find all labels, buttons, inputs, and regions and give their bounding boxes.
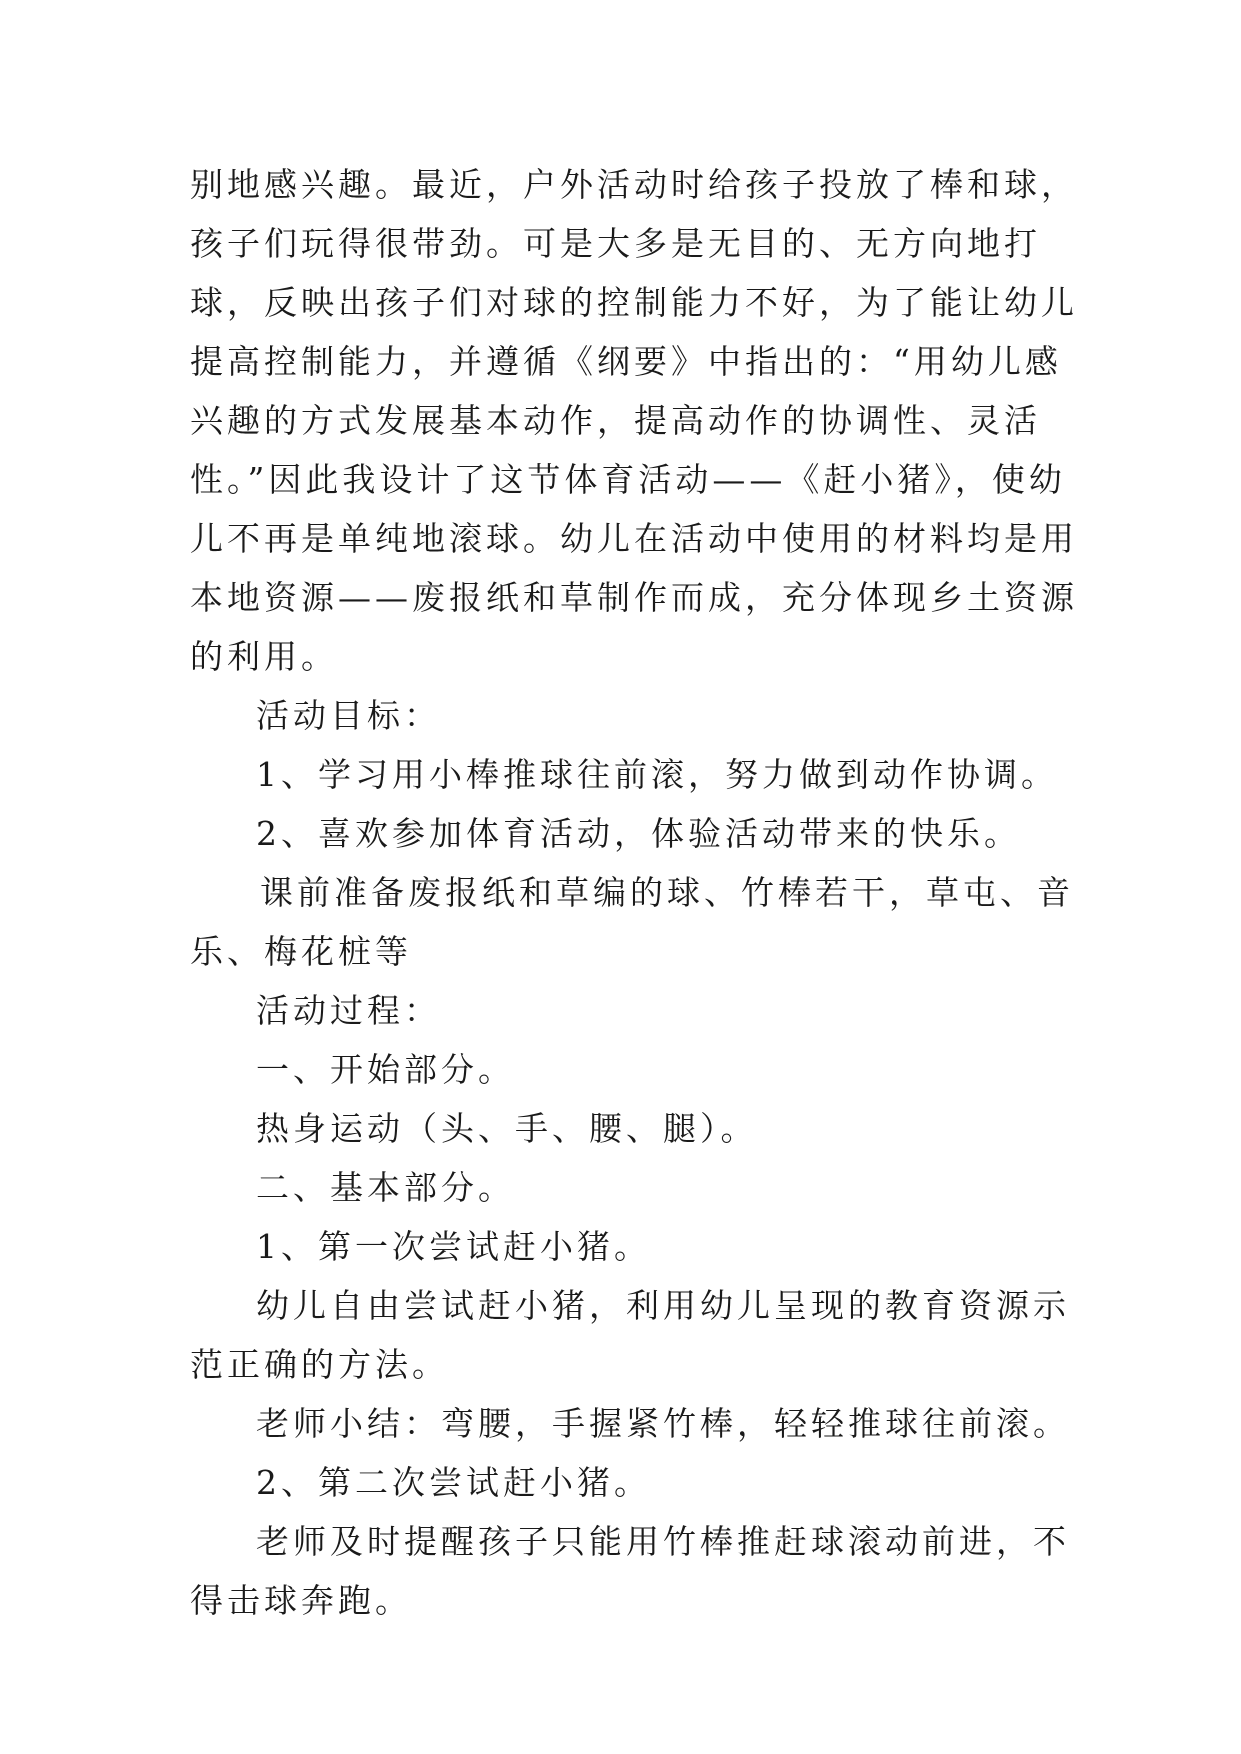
goal-item-2: 2、喜欢参加体育活动，体验活动带来的快乐。 bbox=[256, 814, 1021, 853]
heading-activity-process: 活动过程： bbox=[256, 991, 441, 1030]
document-body bbox=[190, 155, 1080, 1630]
warmup-text: 热身运动（头、手、腰、腿）。 bbox=[256, 1109, 758, 1148]
heading-activity-goals: 活动目标： bbox=[256, 696, 441, 735]
step-2-title: 2、第二次尝试赶小猪。 bbox=[256, 1463, 651, 1502]
section-start: 一、开始部分。 bbox=[256, 1050, 515, 1089]
section-basic: 二、基本部分。 bbox=[256, 1168, 515, 1207]
paragraph-preparation: 课前准备废报纸和草编的球、竹棒若干，草屯、音乐、梅花桩等 bbox=[190, 873, 1074, 971]
teacher-summary: 老师小结：弯腰，手握紧竹棒，轻轻推球往前滚。 bbox=[256, 1404, 1070, 1443]
paragraph-background: 别地感兴趣。最近，户外活动时给孩子投放了棒和球，孩子们玩得很带劲。可是大多是无目的、无方向地打球，反映出孩子们对球的控制能力不好，为了能让幼儿提高控制能力，并遵循《纲要》中指出的：“用幼儿感兴趣的方式发展基本动作，提高动作的协调性、灵活性。”因此我设计了这节体育活动——《赶小猪》，使幼儿不再是单纯地滚球。幼儿在活动中使用的材料均是用本地资源——废报纸和草制作而成，充分体现乡土资源的利用。 bbox=[190, 165, 1078, 676]
step-1-title: 1、第一次尝试赶小猪。 bbox=[256, 1227, 651, 1266]
step-1-description: 幼儿自由尝试赶小猪，利用幼儿呈现的教育资源示范正确的方法。 bbox=[190, 1286, 1070, 1384]
goal-item-1: 1、学习用小棒推球往前滚，努力做到动作协调。 bbox=[256, 755, 1058, 794]
step-2-description: 老师及时提醒孩子只能用竹棒推赶球滚动前进，不得击球奔跑。 bbox=[190, 1522, 1070, 1620]
